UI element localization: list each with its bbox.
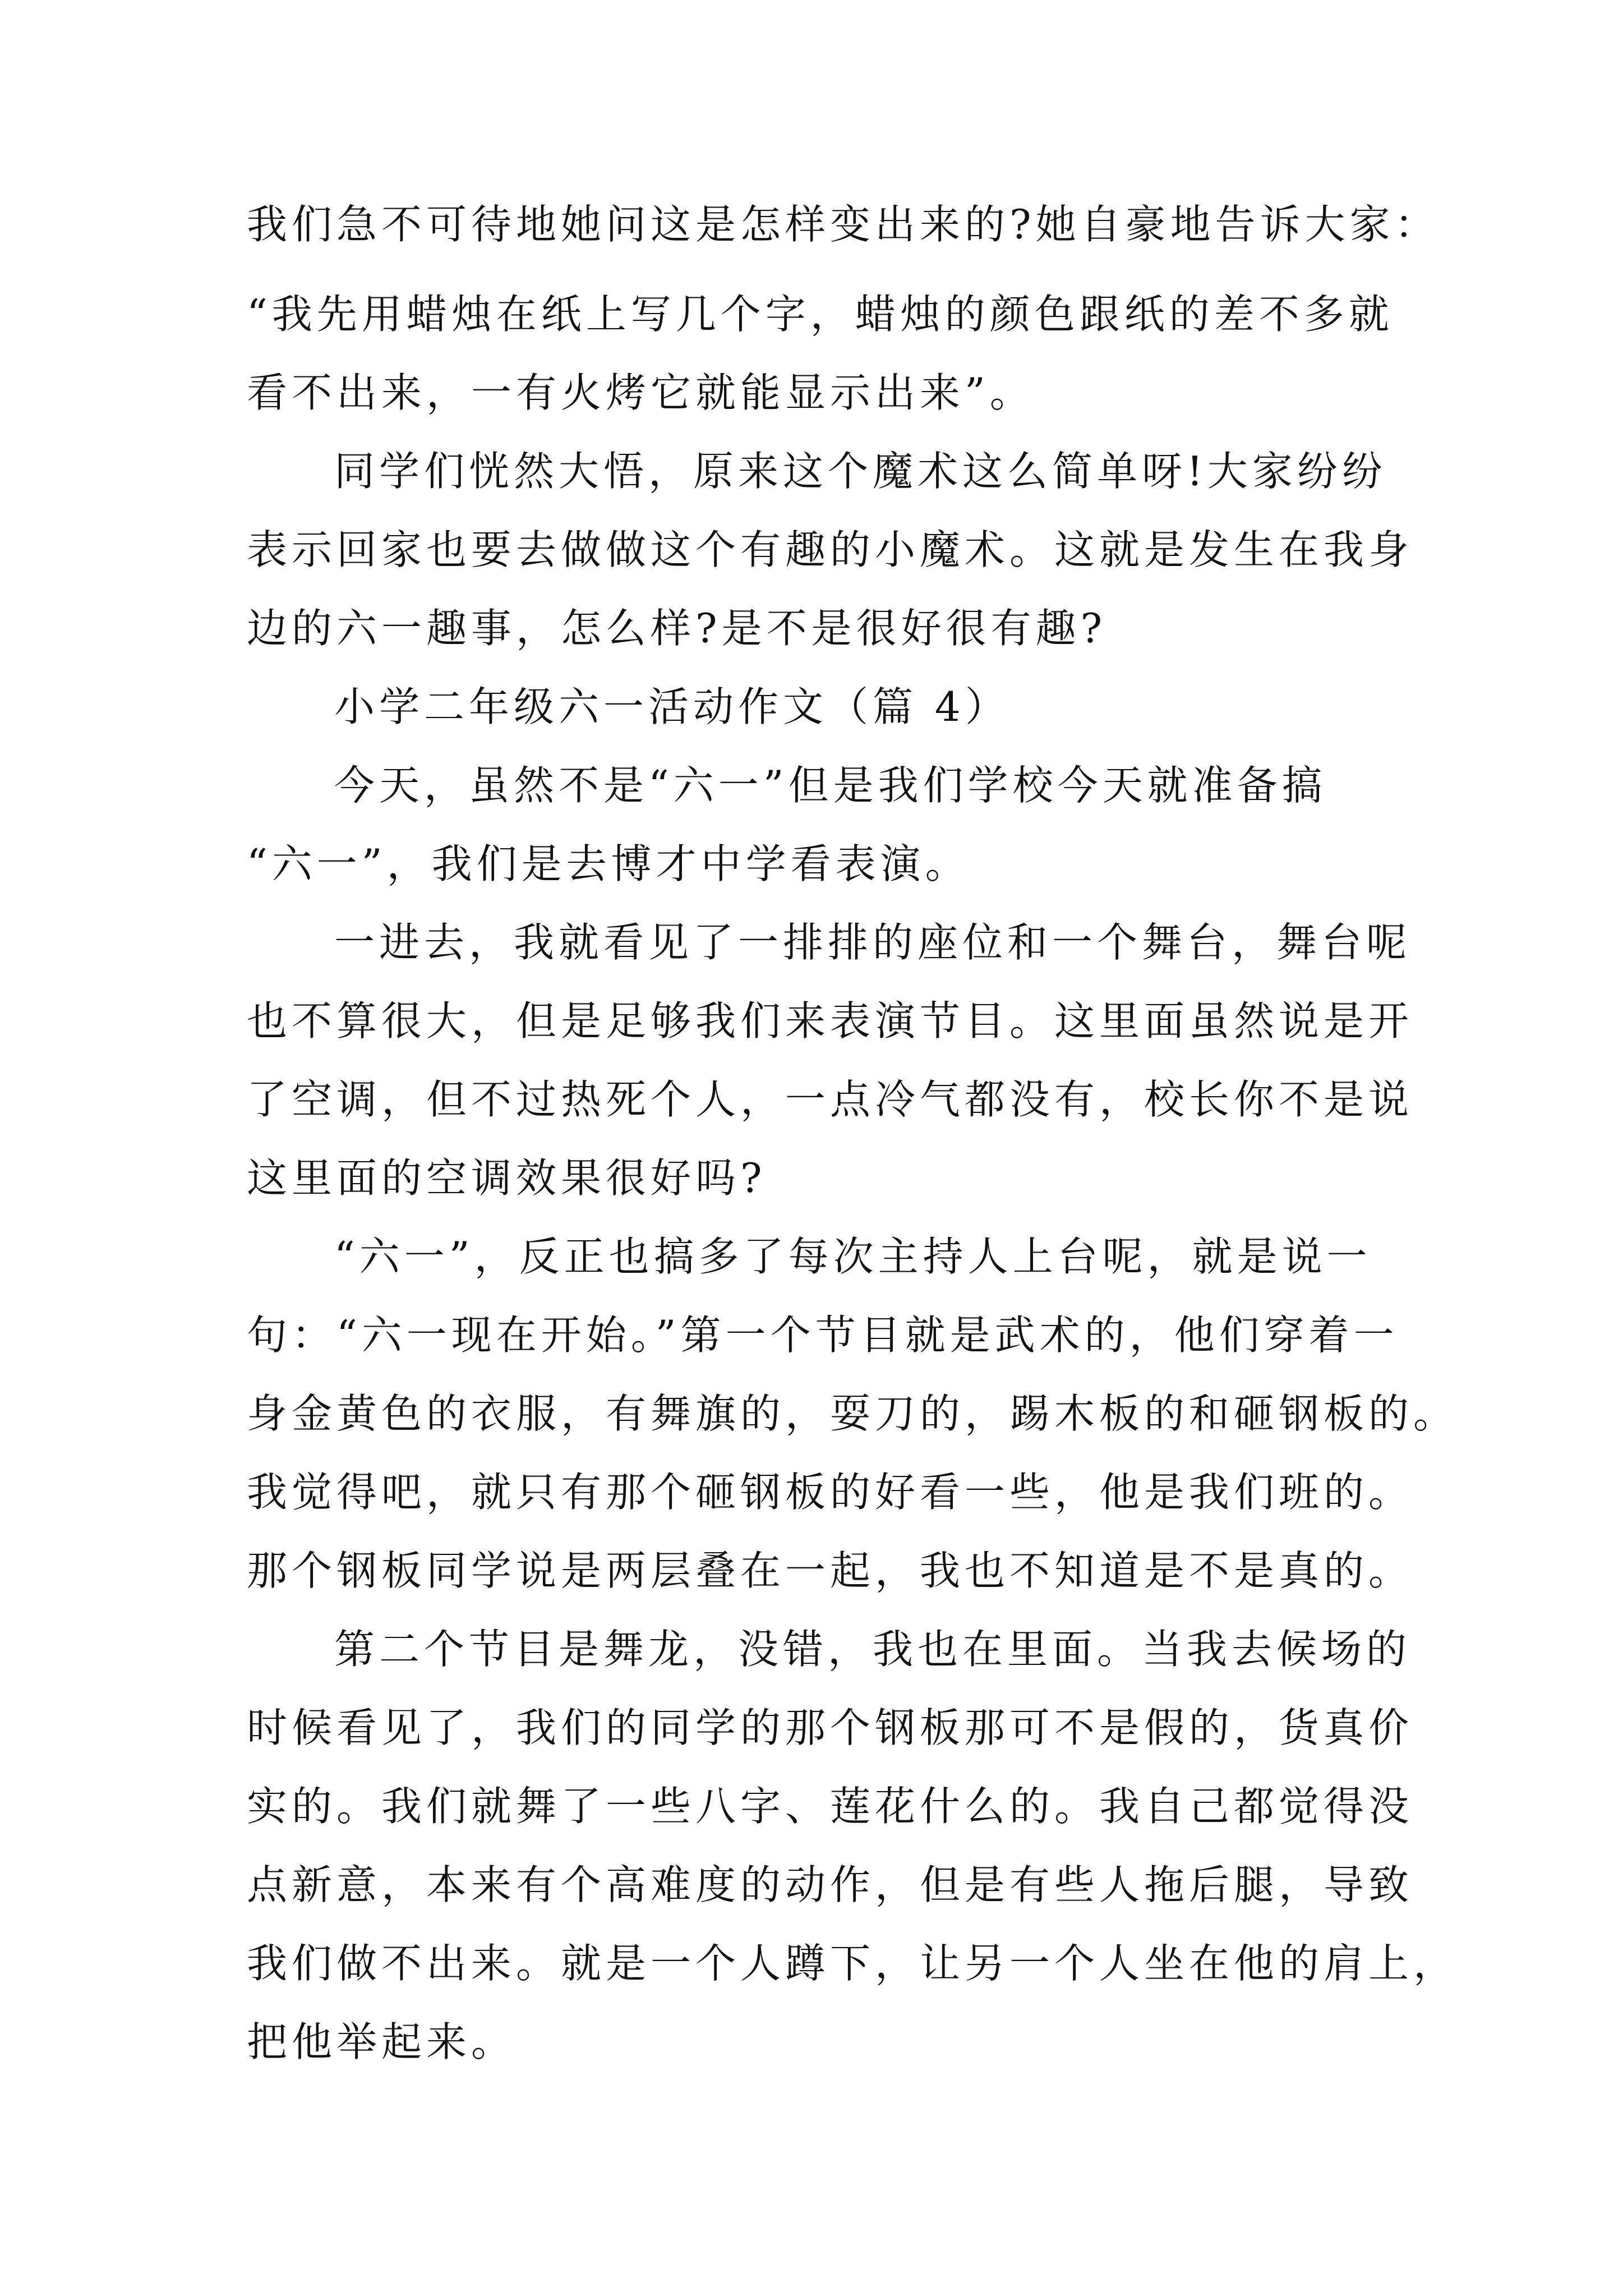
paragraph-line: 一进去，我就看见了一排排的座位和一个舞台，舞台呢 xyxy=(334,919,1412,966)
paragraph-line: 这里面的空调效果很好吗? xyxy=(247,1154,767,1202)
paragraph-line: 那个钢板同学说是两层叠在一起，我也不知道是不是真的。 xyxy=(247,1547,1414,1594)
paragraph-line: 句：“六一现在开始。”第一个节目就是武术的，他们穿着一 xyxy=(247,1312,1399,1359)
paragraph-line: 了空调，但不过热死个人，一点冷气都没有，校长你不是说 xyxy=(247,1076,1414,1123)
paragraph-line: “六一”，反正也搞多了每次主持人上台呢，就是说一 xyxy=(334,1233,1372,1280)
paragraph-line: 时候看见了，我们的同学的那个钢板那可不是假的，货真价 xyxy=(247,1704,1414,1751)
paragraph-line: “六一”，我们是去博才中学看表演。 xyxy=(247,840,970,887)
paragraph-line: “我先用蜡烛在纸上写几个字，蜡烛的颜色跟纸的差不多就 xyxy=(247,291,1394,338)
paragraph-line: 把他举起来。 xyxy=(247,2018,517,2065)
paragraph-line: 身金黄色的衣服，有舞旗的，耍刀的，踢木板的和砸钢板的。 xyxy=(247,1390,1459,1437)
paragraph-line: 看不出来，一有火烤它就能显示出来”。 xyxy=(247,369,1035,416)
paragraph-line: 我们做不出来。就是一个人蹲下，让另一个人坐在他的肩上， xyxy=(247,1940,1459,1987)
paragraph-line: 我觉得吧，就只有那个砸钢板的好看一些，他是我们班的。 xyxy=(247,1469,1414,1516)
paragraph-line: 也不算很大，但是足够我们来表演节目。这里面虽然说是开 xyxy=(247,997,1414,1045)
paragraph-line: 边的六一趣事，怎么样?是不是很好很有趣? xyxy=(247,605,1107,652)
paragraph-line: 实的。我们就舞了一些八字、莲花什么的。我自己都觉得没 xyxy=(247,1783,1414,1830)
paragraph-line: 我们急不可待地她问这是怎样变出来的?她自豪地告诉大家： xyxy=(247,201,1440,248)
paragraph-line: 第二个节目是舞龙，没错，我也在里面。当我去候场的 xyxy=(334,1626,1412,1673)
paragraph-line: 表示回家也要去做做这个有趣的小魔术。这就是发生在我身 xyxy=(247,526,1414,573)
paragraph-line: 同学们恍然大悟，原来这个魔术这么简单呀!大家纷纷 xyxy=(334,448,1387,495)
section-title: 小学二年级六一活动作文（篇 4） xyxy=(334,683,1010,730)
paragraph-line: 今天，虽然不是“六一”但是我们学校今天就准备搞 xyxy=(334,762,1327,809)
paragraph-line: 点新意，本来有个高难度的动作，但是有些人拖后腿，导致 xyxy=(247,1861,1414,1908)
